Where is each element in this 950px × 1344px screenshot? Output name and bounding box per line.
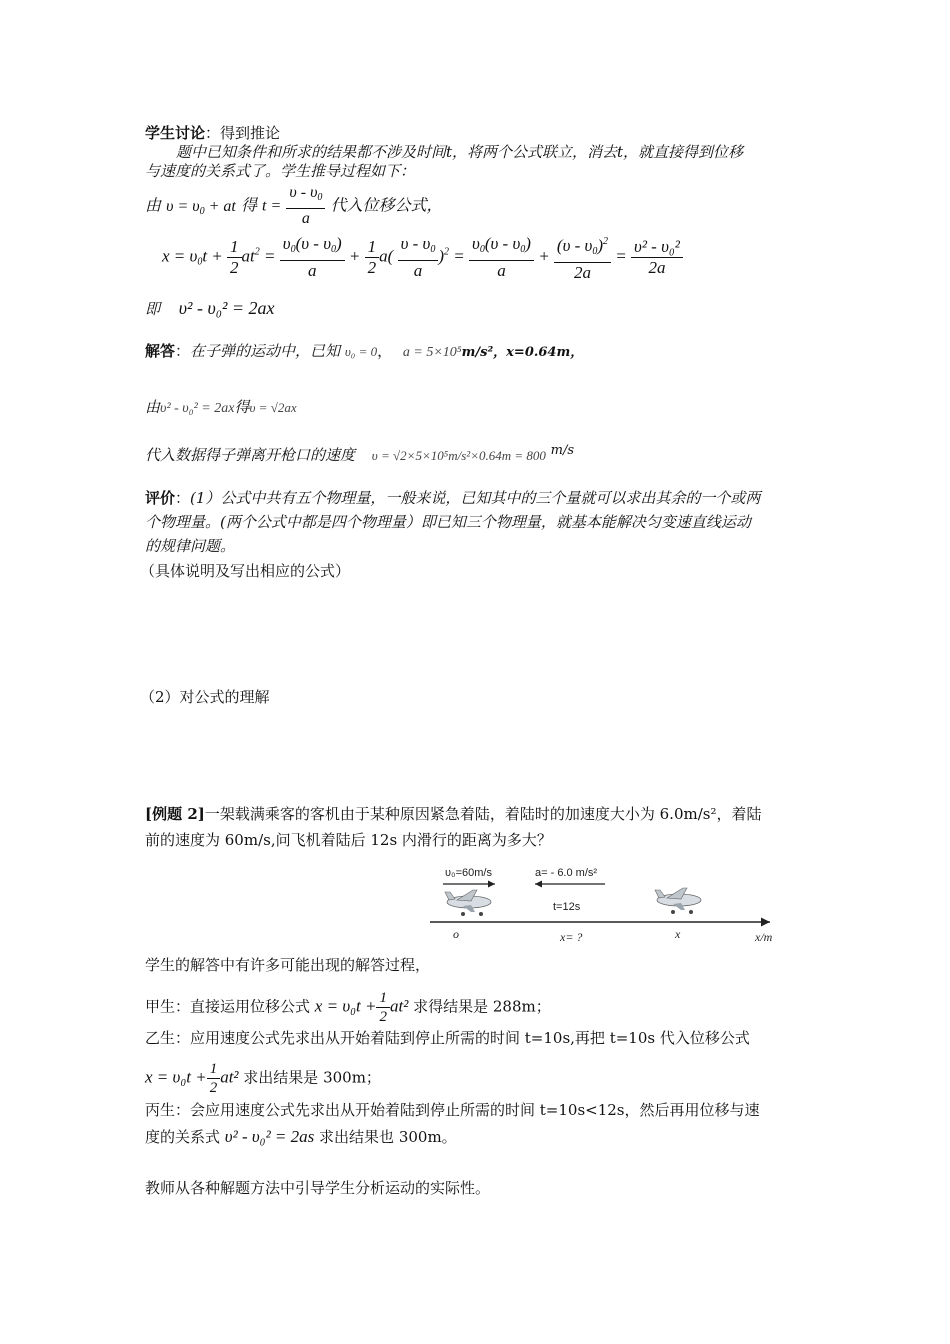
answer-line-3: 代入数据得子弹离开枪口的速度 υ = √2×5×10⁵m/s²×0.64m = 800 m/s bbox=[145, 443, 575, 464]
displacement-derivation: $x = \upsilon_0t$ + $\frac{1}{2}$ $at^2$ = $\frac{\upsilon_0(\upsilon - \upsilon_0)}{a}$ + $\frac{1}{2}$ a( $\frac{\upsilon - \upsilon_0}{a}$ )$^2$ = $\frac{\upsilon_0(\upsilon - \upsilon_0)}{a}$ + $\frac{(\upsilon - \upsilon_0)^2}{2a}$ = $\frac{\text{υ² - υ₀²}}{2a}$ bbox=[162, 232, 683, 283]
airplane-start-icon bbox=[445, 890, 491, 916]
landing-figure bbox=[425, 858, 785, 948]
example-line-2: 前的速度为 60m/s,问飞机着陆后 12s 内滑行的距离为多大？ bbox=[145, 831, 552, 849]
discussion-para-2: 与速度的关系式了。学生推导过程如下： bbox=[145, 162, 416, 180]
origin-label: o bbox=[453, 927, 459, 941]
solution-bing-2: 度的关系式 υ² - υ₀² = 2as 求出结果也 300m。 bbox=[145, 1127, 457, 1146]
t-label: t=12s bbox=[553, 901, 581, 913]
discussion-para-1: 题中已知条件和所求的结果都不涉及时间t，将两个公式联立，消去t，就直接得到位移 bbox=[176, 143, 744, 161]
solution-yi-1: 乙生：应用速度公式先求出从开始着陆到停止所需的时间 t=10s,再把 t=10s 代入位移公式 bbox=[145, 1029, 750, 1047]
review-line-4: （具体说明及写出相应的公式） bbox=[140, 562, 351, 580]
answer-line-2: 由υ² - υ₀² = 2ax得υ = √2ax bbox=[145, 398, 297, 416]
review-line-2: 个物理量。(两个公式中都是四个物理量）即已知三个物理量，就基本能解决匀变速直线运动 bbox=[145, 513, 751, 531]
v0-label: υ₀=60m/s bbox=[445, 867, 492, 879]
t-fraction: $\frac{\upsilon - \upsilon_0}{a}$ bbox=[286, 183, 325, 229]
review-line-5: （2）对公式的理解 bbox=[140, 688, 270, 706]
unknown-x-label: x= ? bbox=[560, 930, 583, 944]
solution-bing-1: 丙生：会应用速度公式先求出从开始着陆到停止所需的时间 t=10s<12s，然后再用位移与速 bbox=[145, 1101, 760, 1119]
answer-label: 解答 bbox=[145, 342, 176, 360]
teacher-note: 教师从各种解题方法中引导学生分析运动的实际性。 bbox=[145, 1179, 491, 1197]
answer-line-1: 解答：在子弹的运动中，已知 υ₀ = 0， a = 5×10⁵m/s²，x=0.64m， bbox=[145, 342, 584, 360]
derivation-line-1: 由 $\upsilon = \upsilon_0$ + at 得 t = $\frac{\upsilon - \upsilon_0}{a}$ 代入位移公式， bbox=[145, 184, 443, 227]
review-line-3: 的规律问题。 bbox=[145, 537, 236, 555]
axis-label: x/m bbox=[755, 930, 773, 944]
airplane-end-icon bbox=[655, 888, 701, 914]
discussion-heading: 学生讨论 bbox=[145, 124, 206, 142]
result-formula: υ² - υ₀² = 2ax bbox=[178, 298, 275, 318]
x-point-label: x bbox=[675, 927, 681, 941]
solutions-intro: 学生的解答中有许多可能出现的解答过程， bbox=[145, 956, 431, 974]
velocity-formula: $\upsilon = \upsilon_0$ + at bbox=[166, 197, 236, 217]
discussion-heading-line: 学生讨论：得到推论 bbox=[145, 124, 281, 142]
review-label: 评价 bbox=[145, 489, 176, 507]
a-label: a= - 6.0 m/s² bbox=[535, 867, 598, 879]
solution-yi-2: x = υ₀t + $\frac{1}{2}$ at² 求出结果是 300m； bbox=[145, 1061, 381, 1096]
derivation-conclusion: 即 υ² - υ₀² = 2ax bbox=[145, 298, 275, 318]
discussion-subtitle: 得到推论 bbox=[220, 124, 281, 142]
example-line-1: [例题 2]一架载满乘客的客机由于某种原因紧急着陆，着陆时的加速度大小为 6.0m/s²，着陆 bbox=[145, 805, 762, 823]
example-label: [例题 2] bbox=[145, 805, 205, 823]
review-line-1: 评价：(1）公式中共有五个物理量，一般来说，已知其中的三个量就可以求出其余的一个或两 bbox=[145, 489, 761, 507]
solution-jia: 甲生：直接运用位移公式 x = υ₀t + $\frac{1}{2}$ at² 求得结果是 288m； bbox=[145, 990, 551, 1025]
